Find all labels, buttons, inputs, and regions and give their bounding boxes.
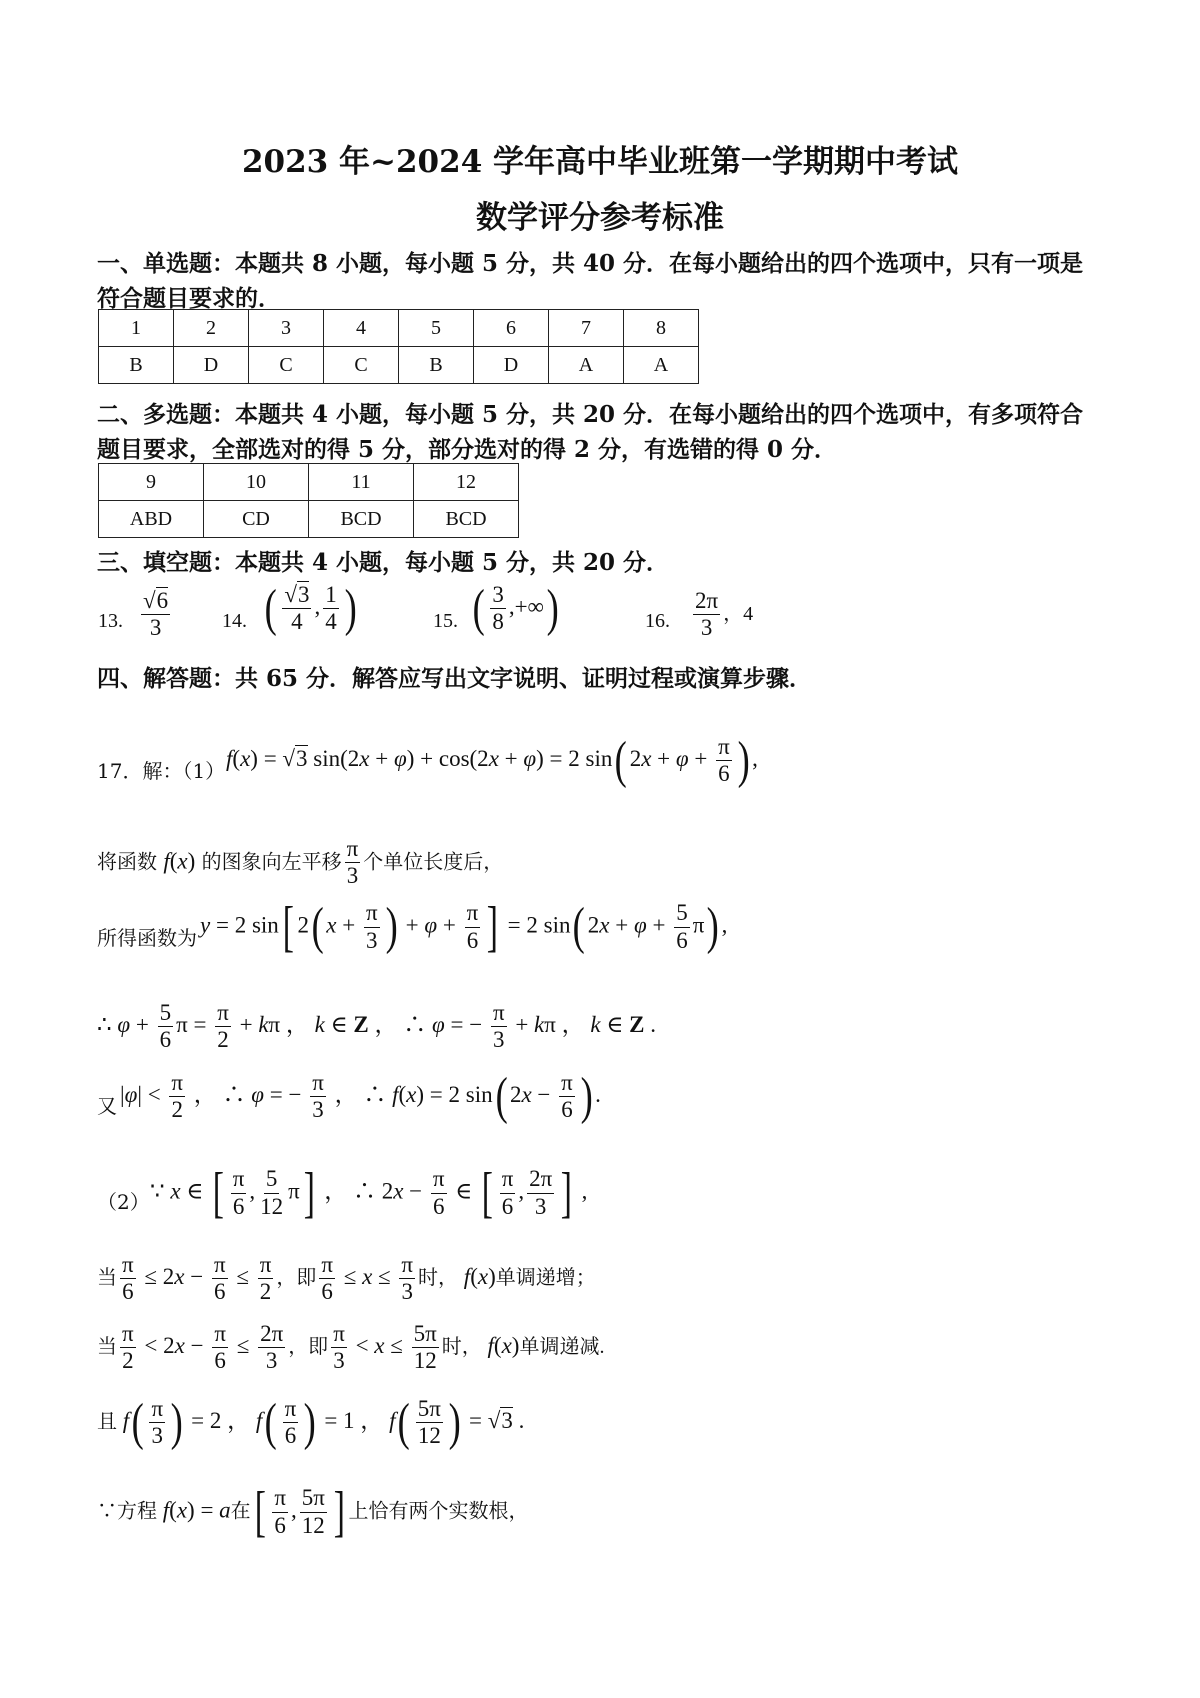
- table-cell-answer: B: [399, 347, 474, 384]
- table-cell-answer: CD: [204, 501, 309, 538]
- q13-answer: $\frac{√6}{3}$: [143, 588, 169, 641]
- q15-label: 15.: [433, 610, 458, 632]
- section4-heading: 四、解答题：共 65 分．解答应写出文字说明、证明过程或演算步骤．: [97, 665, 813, 692]
- table-cell-answer: D: [174, 347, 249, 384]
- table-row-answers: [99, 347, 699, 384]
- table-cell-answer: BCD: [414, 501, 519, 538]
- when-label: 当: [97, 1336, 117, 1359]
- table-cell-number: 4: [324, 310, 399, 347]
- decreasing-line: 当 $\frac{\pi}{2}$ < 2x − $\frac{\pi}{6}$ ≤ $\frac{2\pi}{3}$ ，即 $\frac{\pi}{3}$ < x ≤ $\frac{5\pi}{12}$ 时， f(x)单调递减.: [97, 1321, 605, 1374]
- ie-label: ，即: [276, 1267, 317, 1290]
- table-cell-number: 1: [99, 310, 174, 347]
- table-cell-number: 6: [474, 310, 549, 347]
- section2-heading-line2: 题目要求，全部选对的得 5 分，部分选对的得 2 分，有选错的得 0 分．: [97, 436, 838, 463]
- equation-text1: ∵方程: [97, 1500, 157, 1523]
- time-label: 时，: [418, 1267, 459, 1290]
- part2-label: （2）: [97, 1190, 150, 1214]
- section2-answer-table: [98, 463, 519, 538]
- q14-label: 14.: [222, 610, 247, 632]
- section2-heading-line1: 二、多选题：本题共 4 小题，每小题 5 分，共 20 分．在每小题给出的四个选项中，有多项符合: [97, 401, 1084, 428]
- decreasing-word: 单调递减.: [519, 1336, 605, 1359]
- translate-text2: 的图象向左平移: [201, 849, 342, 874]
- translate-line: 将函数 f(x) 的图象向左平移 $\frac{\pi}{3}$ 个单位长度后，: [97, 836, 504, 889]
- table-row-numbers: [99, 464, 519, 501]
- table-cell-answer: C: [249, 347, 324, 384]
- section1-heading-line1: 一、单选题：本题共 8 小题，每小题 5 分，共 40 分．在每小题给出的四个选项中，只有一项是: [97, 250, 1084, 277]
- time-label: 时，: [441, 1336, 482, 1359]
- increasing-word: 单调递增；: [495, 1267, 596, 1290]
- table-cell-number: 9: [99, 464, 204, 501]
- table-row-answers: [99, 501, 519, 538]
- translate-text3: 个单位长度后，: [363, 849, 504, 874]
- section3-heading: 三、填空题：本题共 4 小题，每小题 5 分，共 20 分．: [97, 549, 670, 576]
- table-cell-answer: ABD: [99, 501, 204, 538]
- also-eq: |φ| < $\frac{\pi}{2}$ ， ∴ φ = − $\frac{\pi}{3}$ ， ∴ f(x) = 2 sin( 2x − $\frac{\pi}{6}$ ) .: [120, 1067, 601, 1125]
- q16-answer: $\frac{2\pi}{3}$ ，4: [695, 588, 754, 641]
- equation-text2: 在: [230, 1500, 251, 1523]
- table-row-numbers: [99, 310, 699, 347]
- table-cell-answer: BCD: [309, 501, 414, 538]
- table-cell-number: 11: [309, 464, 414, 501]
- page-title: 2023 年~2024 学年高中毕业班第一学期期中考试: [241, 144, 959, 180]
- table-cell-number: 7: [549, 310, 624, 347]
- table-cell-number: 10: [204, 464, 309, 501]
- and-label: 且: [97, 1411, 117, 1434]
- table-cell-answer: B: [99, 347, 174, 384]
- q17-eq1: f(x) = √3 sin(2x + φ) + cos(2x + φ) = 2 sin( 2x + φ + $\frac{\pi}{6}$ ) ,: [226, 731, 758, 789]
- page-subtitle: 数学评分参考标准: [476, 200, 724, 236]
- q15-answer: ( $\frac{3}{8}$ ,+∞): [472, 579, 559, 637]
- equation-line: ∵方程 f(x) = a在[ $\frac{\pi}{6}$ , $\frac{5\pi}{12}$ ] 上恰有两个实数根，: [97, 1481, 529, 1543]
- equation-text3: 上恰有两个实数根，: [348, 1500, 529, 1523]
- q16-extra: ，4: [723, 603, 754, 626]
- table-cell-number: 3: [249, 310, 324, 347]
- ie-label: ，即: [288, 1336, 329, 1359]
- values-line: 且 f( $\frac{\pi}{3}$ ) = 2 ， f( $\frac{\pi}{6}$ ) = 1 ， f( $\frac{5\pi}{12}$ ) = √3 .: [97, 1393, 525, 1451]
- resulting-label: 所得函数为: [97, 926, 197, 950]
- table-cell-number: 8: [624, 310, 699, 347]
- q17-label: 17．解：（1）: [97, 759, 226, 783]
- table-cell-answer: D: [474, 347, 549, 384]
- section1-heading-line2: 符合题目要求的．: [97, 285, 281, 312]
- table-cell-number: 12: [414, 464, 519, 501]
- table-cell-number: 5: [399, 310, 474, 347]
- section1-answer-table: [98, 309, 699, 384]
- resulting-eq: y = 2 sin[ 2( x + $\frac{\pi}{3}$ ) + φ + $\frac{\pi}{6}$ ] = 2 sin( 2x + φ + $\frac{5}{6}$ π) ,: [200, 896, 728, 958]
- q16-label: 16.: [645, 610, 670, 632]
- when-label: 当: [97, 1267, 117, 1290]
- part2-eq: ∵ x ∈ [ $\frac{\pi}{6}$ , $\frac{5}{12}$ π] ， ∴ 2x − $\frac{\pi}{6}$ ∈ [ $\frac{\pi}{6}$ , $\frac{2\pi}{3}$ ] ,: [150, 1162, 588, 1224]
- therefore-eq: ∴ φ + $\frac{5}{6}$ π = $\frac{\pi}{2}$ + kπ ， k ∈ Z ， ∴ φ = − $\frac{\pi}{3}$ + kπ ， k ∈ Z .: [97, 1000, 656, 1053]
- q14-answer: ( $\frac{√3}{4}$ , $\frac{1}{4}$ ): [264, 579, 357, 637]
- increasing-line: 当 $\frac{\pi}{6}$ ≤ 2x − $\frac{\pi}{6}$ ≤ $\frac{\pi}{2}$ ，即 $\frac{\pi}{6}$ ≤ x ≤ $\frac{\pi}{3}$ 时， f(x)单调递增；: [97, 1252, 596, 1305]
- table-cell-answer: C: [324, 347, 399, 384]
- table-cell-answer: A: [549, 347, 624, 384]
- table-cell-answer: A: [624, 347, 699, 384]
- q13-label: 13.: [98, 610, 123, 632]
- table-cell-number: 2: [174, 310, 249, 347]
- also-label: 又: [97, 1094, 117, 1118]
- translate-text1: 将函数: [97, 849, 157, 874]
